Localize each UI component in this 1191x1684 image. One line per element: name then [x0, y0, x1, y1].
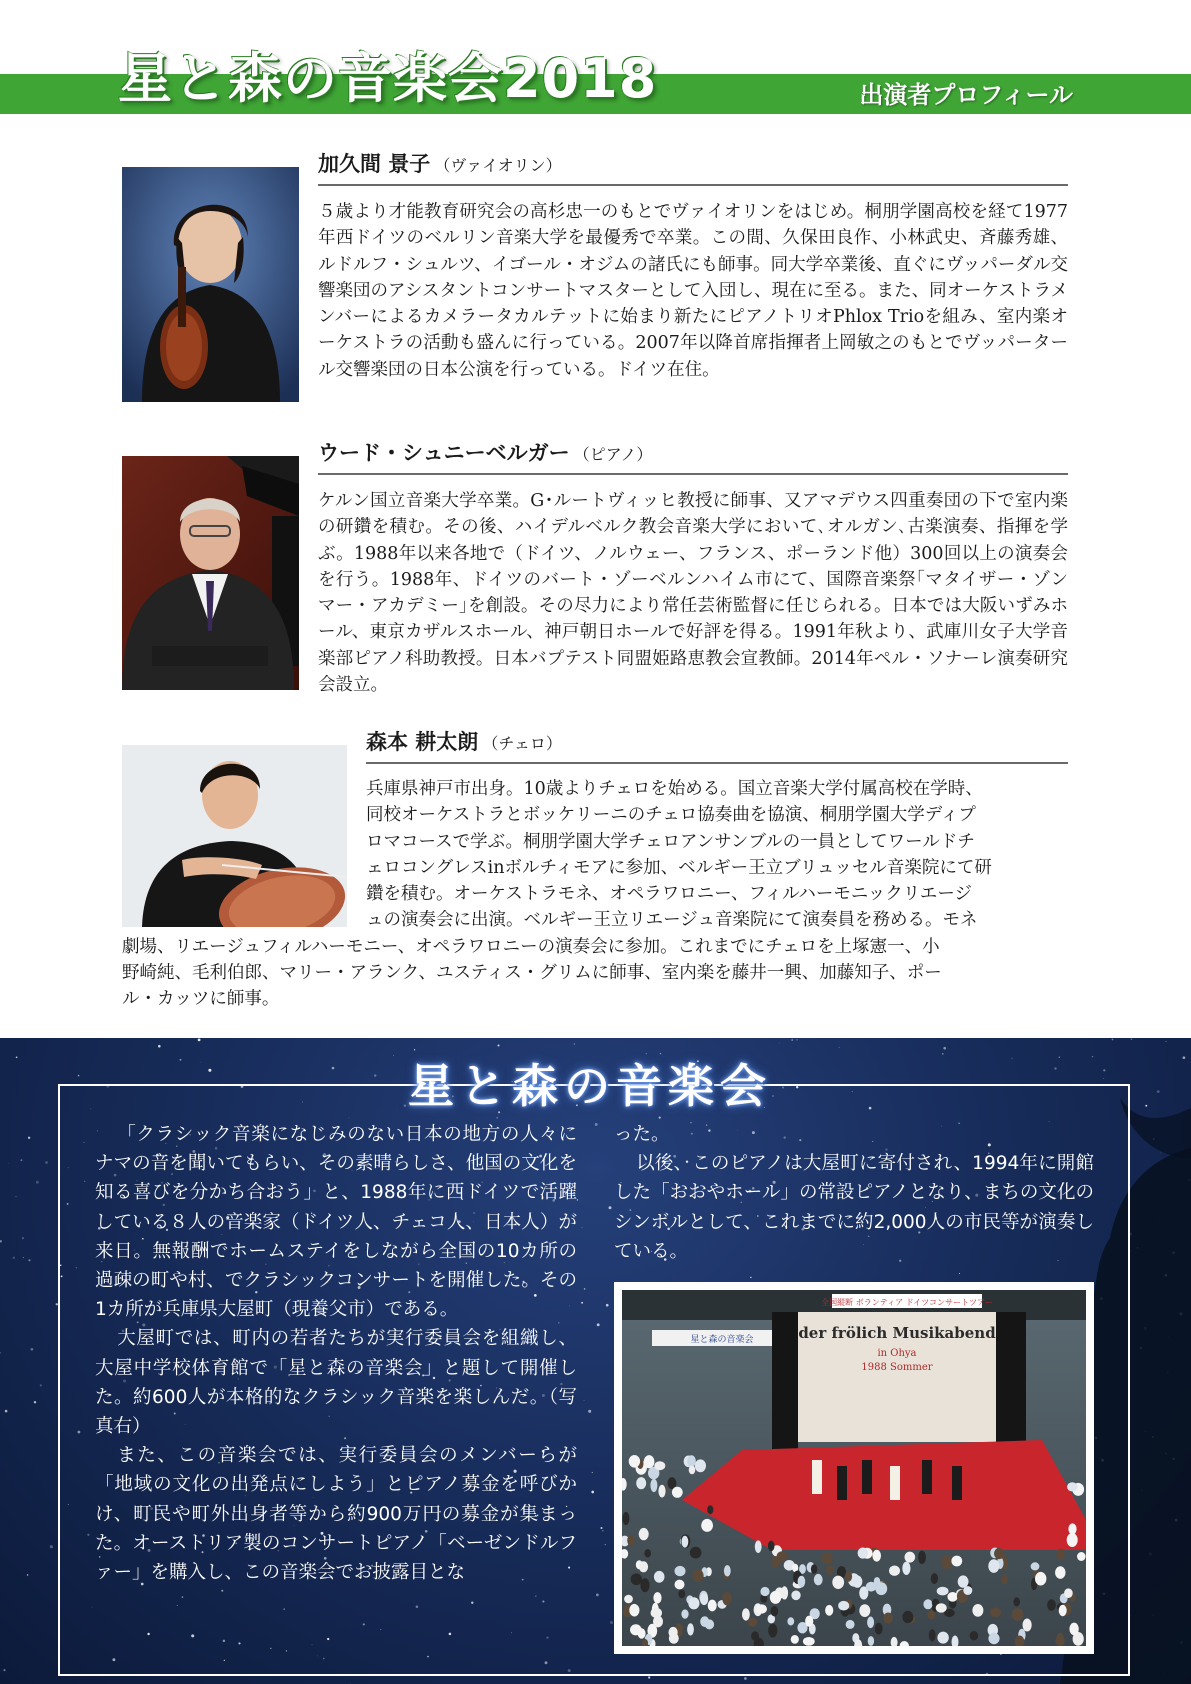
bio-line: ュの演奏会に出演。ベルギー王立リエージュ音楽院にて演奏員を務める。モネ [366, 910, 978, 931]
audience-member [937, 1632, 948, 1644]
audience-member [629, 1455, 640, 1468]
audience-member [1057, 1633, 1064, 1646]
audience-member [644, 1549, 651, 1557]
audience-member [692, 1569, 703, 1582]
audience-member [1059, 1605, 1067, 1616]
audience-member [654, 1461, 665, 1470]
audience-member [814, 1574, 823, 1585]
audience-member [927, 1610, 935, 1619]
performer-figure [890, 1466, 900, 1500]
page-title: 星と森の音楽会2018 [118, 47, 658, 110]
audience-member [687, 1455, 696, 1467]
concert-title: 星と森の音楽会 [408, 1059, 772, 1113]
performer-instrument: （ヴァイオリン） [434, 156, 562, 175]
performer-bio: ケルン国立音楽大学卒業。G･ルートヴィッヒ教授に師事、又アマデウス四重奏団の下で室内楽の研鑽を積む。その後、ハイデルベルク教会音楽大学において､オルガン､古楽演奏、指揮を学ぶ。1988年以来各地で（ドイツ、ノルウェー、フランス、ポーランド他）300回以上の演奏会を行う。1988年、ドイツのバート・ゾーベルンハイム市にて、国際音楽祭｢マタイザー・ゾンマー・アカデミー｣を創設。その尽力により常任芸術監督に任じられる。日本では大阪いずみホール、東京カザルスホール、神戸朝日ホールで好評を得る。1991年秋より、武庫川女子大学音楽部ピアノ科助教授。日本バプテスト同盟姫路恵教会宣教師。2014年ペル・ソナーレ演奏研究会設立。 [318, 491, 1068, 696]
bio-line: ロマコースで学ぶ。桐朋学園大学チェロアンサンブルの一員としてワールドチ [366, 831, 975, 852]
bio-line: 鑽を積む。オーケストラモネ、オペラワロニー、フィルハーモニックリエージ [366, 884, 973, 905]
audience-member [918, 1551, 926, 1564]
photo-side-banner: 星と森の音楽会 [690, 1335, 754, 1345]
audience-member [681, 1609, 688, 1618]
audience-member [838, 1601, 849, 1611]
audience-member [958, 1575, 969, 1587]
audience-member [1031, 1562, 1040, 1570]
audience-member [675, 1566, 686, 1576]
audience-member [700, 1593, 708, 1605]
audience-member [1055, 1566, 1065, 1579]
performer-figure [812, 1460, 822, 1494]
audience-member [822, 1552, 833, 1564]
audience-member [951, 1556, 962, 1567]
audience-member [688, 1597, 699, 1609]
audience-member [622, 1512, 629, 1525]
performer-bio: ５歳より才能教育研究会の高杉忠一のもとでヴァイオリンをはじめ。桐朋学園高校を経て1977年西ドイツのベルリン音楽大学を最優秀で卒業。この間、久保田良作、小林武史、斉藤秀雄、ルドルフ・シュルツ、イゴール・オジムの諸氏にも師事。同大学卒業後、直ぐにヴッパーダル交響楽団のアシスタントコンサートマスターとして入団し、現在に至る。また、同オーケストラメンバーによるカメラータカルテットに始まり新たにピアノトリオPhlox Trioを組み、室内楽オーケストラの活動も盛んに行っている。2007年以降首席指揮者上岡敏之のもとでヴッパータール交響楽団の日本公演を行っている。ドイツ在住。 [318, 202, 1068, 380]
audience-member [658, 1485, 665, 1498]
concert-continuation: った。 [614, 1124, 670, 1145]
audience-member [690, 1547, 702, 1559]
performer-name: 森本 耕太朗 [366, 729, 479, 754]
audience-member [972, 1604, 983, 1617]
audience-member [902, 1611, 913, 1623]
concert-photo [614, 1282, 1094, 1654]
audience-member [629, 1604, 639, 1617]
performer-instrument: （チェロ） [482, 734, 562, 753]
audience-member [798, 1576, 806, 1588]
bio-line: 野崎純、毛利伯郎、マリー・アランク、ユスティス・グリムに師事、室内楽を藤井一興、加藤知子、ポー [122, 963, 942, 984]
audience-member [859, 1604, 870, 1617]
audience-member [990, 1608, 1001, 1618]
audience-member [931, 1573, 938, 1584]
audience-member [929, 1629, 936, 1641]
audience-member [1077, 1552, 1086, 1561]
audience-member [650, 1479, 657, 1492]
performer-figure [862, 1460, 872, 1494]
performer-figure [922, 1460, 932, 1494]
page-subtitle: 出演者プロフィール [859, 81, 1073, 109]
audience-member [902, 1562, 910, 1575]
concert-right-column [614, 1120, 1094, 1266]
audience-member [768, 1541, 775, 1552]
audience-member [768, 1624, 777, 1638]
bio-line: 兵庫県神戸市出身。10歳よりチェロを始める。国立音楽大学付属高校在学時、 [366, 779, 983, 799]
audience-member [639, 1528, 649, 1540]
audience-member [687, 1623, 694, 1635]
audience-member [639, 1561, 648, 1572]
audience-member [846, 1620, 855, 1629]
audience-member [701, 1519, 713, 1532]
performer-figure [837, 1466, 847, 1500]
performer-name: ウード・シュニーベルガー [318, 440, 570, 465]
audience-member [672, 1487, 683, 1498]
audience-member [937, 1587, 949, 1596]
audience-member [653, 1592, 661, 1603]
audience-member [1047, 1599, 1056, 1611]
pianist-photo [122, 456, 299, 690]
audience-member [654, 1571, 665, 1583]
audience-member [883, 1613, 892, 1624]
performer-figure [952, 1466, 962, 1500]
photo-sign-line2: in Ohya [877, 1348, 917, 1359]
concert-history-section [0, 1038, 1191, 1684]
audience-member [875, 1623, 883, 1635]
audience-member [826, 1565, 833, 1575]
audience-member [905, 1552, 916, 1563]
audience-member [695, 1459, 706, 1472]
audience-member [724, 1565, 731, 1576]
audience-member [770, 1591, 781, 1604]
audience-member [1069, 1623, 1078, 1636]
audience-member [1067, 1482, 1078, 1491]
audience-member [689, 1466, 696, 1475]
bio-line: ル・カッツに師事。 [122, 989, 280, 1010]
audience-member [1056, 1549, 1065, 1560]
audience-member [627, 1535, 634, 1546]
audience-member [867, 1617, 874, 1629]
audience-member [805, 1616, 813, 1627]
concert-paragraph: また、この音楽会では、実行委員会のメンバーらが「地域の文化の出発点にしよう」とピアノ募金を呼びかけ、町民や町外出身者等から約900万円の募金が集まった。オーストリア製のコンサートピアノ「ベーゼンドルファー」を購入し、この音楽会でお披露目とな [95, 1445, 577, 1584]
audience-member [624, 1595, 633, 1604]
audience-member [755, 1540, 762, 1553]
audience-member [941, 1555, 952, 1569]
audience-member [636, 1477, 646, 1489]
audience-member [875, 1582, 887, 1595]
concert-left-column [95, 1120, 577, 1587]
audience-member [852, 1575, 862, 1587]
audience-member [845, 1571, 852, 1582]
profile-name-row [366, 726, 1068, 764]
audience-member [1068, 1523, 1076, 1534]
audience-member [988, 1559, 999, 1573]
audience-member [923, 1599, 932, 1609]
concert-paragraph: 「クラシック音楽になじみのない日本の地方の人々にナマの音を聞いてもらい、その素晴らしさ、他国の文化を知る喜びを分かち合おう」と、1988年に西ドイツで活躍している８人の音楽家（ドイツ人、チェコ人、日本人）が来日。無報酬でホームステイをしながら全国の10カ所の過疎の町や村、でクラシックコンサートを開催した。その1カ所が兵庫県大屋町（現養父市）である。 [95, 1124, 577, 1321]
audience-member [756, 1604, 767, 1613]
audience-member [1023, 1619, 1032, 1632]
audience-member [936, 1603, 947, 1612]
audience-member [1064, 1588, 1073, 1598]
audience-member [771, 1606, 779, 1616]
photo-sign-line1: der frölich Musikabend [798, 1324, 996, 1342]
audience-member [722, 1592, 731, 1606]
audience-member [748, 1618, 757, 1627]
audience-member [787, 1617, 794, 1625]
profile-name-row [318, 148, 1068, 186]
audience-member [994, 1548, 1004, 1559]
audience-member [678, 1590, 685, 1599]
concert-paragraph: 以後、このピアノは大屋町に寄付され、1994年に開館した「おおやホール」の常設ピアノとなり、まちの文化のシンボルとして、これまでに約2,000人の市民等が演奏している。 [614, 1153, 1094, 1262]
audience-member [970, 1631, 978, 1640]
audience-member [791, 1591, 800, 1601]
audience-member [872, 1550, 881, 1562]
audience-member [781, 1586, 788, 1599]
audience-member [644, 1455, 655, 1468]
audience-member [742, 1608, 750, 1620]
audience-member [700, 1616, 709, 1627]
audience-member [1012, 1608, 1024, 1621]
performer-instrument: （ピアノ） [573, 445, 653, 464]
audience-member [832, 1576, 844, 1589]
performer-bio [122, 776, 1068, 1013]
audience-member [791, 1635, 799, 1644]
profile-name-row [318, 437, 1068, 475]
audience-member [651, 1608, 662, 1618]
audience-member [889, 1566, 900, 1576]
audience-member [811, 1564, 817, 1574]
bio-line: 同校オーケストラとボッケリーニのチェロ協奏曲を協演、桐朋学園大学ディプ [366, 805, 976, 826]
audience-member [631, 1573, 642, 1585]
audience-member [707, 1505, 713, 1514]
audience-member [963, 1586, 972, 1595]
audience-member [825, 1605, 833, 1616]
audience-member [675, 1580, 685, 1590]
audience-member [988, 1633, 999, 1644]
audience-member [669, 1633, 679, 1644]
audience-member [803, 1637, 815, 1646]
bio-line: 劇場、リエージュフィルハーモニー、オペラワロニーの演奏会に参加。これまでにチェロを上塚憲一、小 [122, 936, 940, 957]
audience-member [868, 1636, 874, 1646]
bio-line: ェロコングレスinボルチィモアに参加、ベルギー王立ブリュッセル音楽院にて研 [366, 857, 992, 878]
audience-member [858, 1548, 868, 1559]
audience-member [1013, 1597, 1020, 1606]
audience-member [1001, 1574, 1007, 1584]
audience-member [682, 1536, 689, 1548]
audience-member [1067, 1533, 1078, 1547]
audience-member [708, 1600, 717, 1612]
audience-member [866, 1582, 877, 1592]
violinist-photo [122, 167, 299, 402]
audience-member [760, 1587, 769, 1596]
audience-member [1035, 1572, 1046, 1586]
audience-member [777, 1551, 788, 1561]
performer-name: 加久間 景子 [318, 151, 431, 176]
photo-sign-line3: 1988 Sommer [861, 1362, 933, 1373]
concert-paragraph: 大屋町では、町内の若者たちが実行委員会を組織し、大屋中学校体育館で「星と森の音楽会」と題して開催した。約600人が本格的なクラシック音楽を楽しんだ。（写真右） [95, 1328, 577, 1438]
audience-member [947, 1592, 957, 1602]
photo-banner: 全国縦断 ボランティア ドイツコンサートツアー [821, 1298, 993, 1307]
audience-member [630, 1624, 642, 1635]
